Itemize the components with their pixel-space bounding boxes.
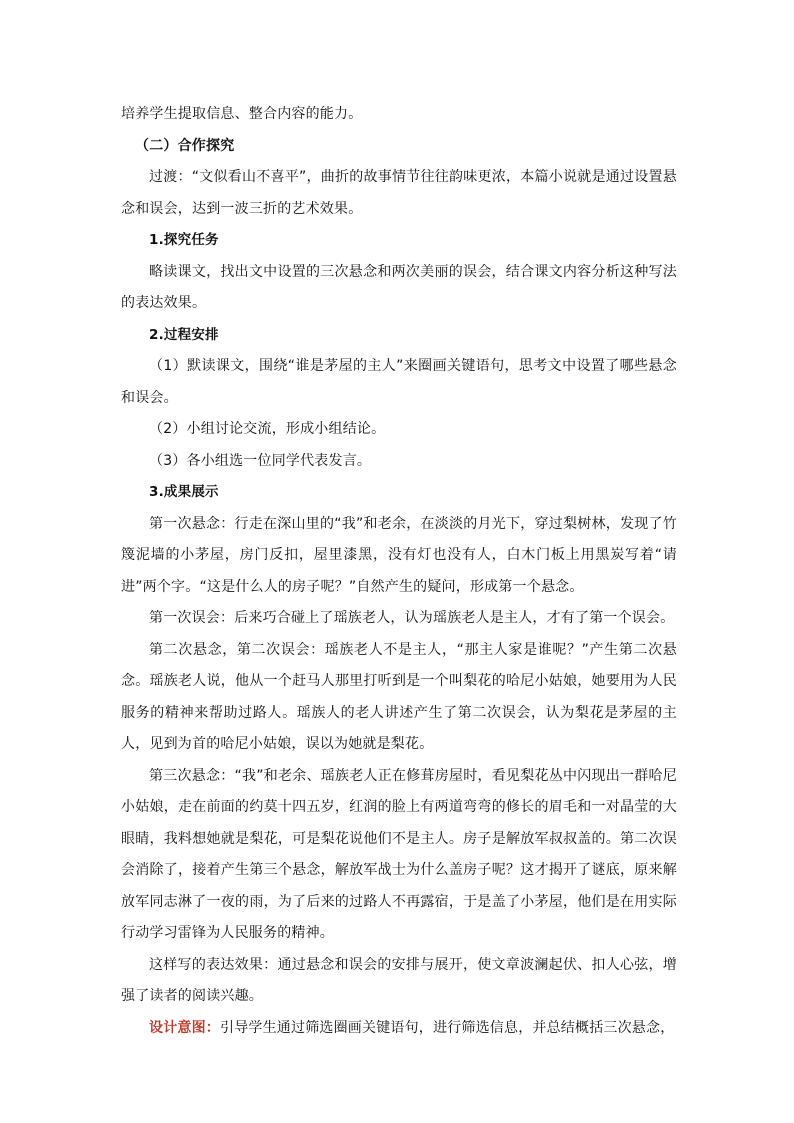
document-body	[121, 99, 677, 1044]
section-heading: （二）合作探究	[135, 137, 235, 154]
paragraph-misunderstanding-1: 第一次误会：后来巧合碰上了瑶族老人，认为瑶族老人是主人，才有了第一个误会。	[149, 610, 675, 626]
heading-process: 2.过程安排	[149, 326, 219, 343]
heading-task: 1.探究任务	[149, 232, 219, 248]
paragraph-step-1: （1）默读课文，围绕“谁是茅屋的主人”来圈画关键语句，思考文中设置了哪些悬念和误会。	[121, 358, 677, 406]
paragraph-step-2: （2）小组讨论交流，形成小组结论。	[149, 421, 386, 437]
paragraph-ability: 培养学生提取信息、整合内容的能力。	[121, 106, 363, 122]
paragraph-task: 略读课文，找出文中设置的三次悬念和两次美丽的误会，结合课文内容分析这种写法的表达效果。	[121, 263, 677, 311]
paragraph-design-intent	[121, 1013, 677, 1045]
paragraph-effect: 这样写的表达效果：通过悬念和误会的安排与展开，使文章波澜起伏、扣人心弦，增强了读者的阅读兴趣。	[121, 956, 677, 1004]
paragraph-suspense-2: 第二次悬念，第二次误会：瑶族老人不是主人，“那主人家是谁呢？”产生第二次悬念。瑶族老人说，他从一个赶马人那里打听到是一个叫梨花的哈尼小姑娘，她要用为人民服务的精神来帮助过路人。瑶族人的老人讲述产生了第二次误会，认为梨花是茅屋的主人，见到为首的哈尼小姑娘，误以为她就是梨花。	[121, 641, 677, 752]
design-intent-text: 引导学生通过筛选圈画关键语句，进行筛选信息，并总结概括三次悬念，	[220, 1019, 675, 1036]
paragraph-transition: 过渡：“文似看山不喜平”，曲折的故事情节往往韵味更浓，本篇小说就是通过设置悬念和误会，达到一波三折的艺术效果。	[121, 169, 677, 217]
paragraph-step-3: （3）各小组选一位同学代表发言。	[149, 452, 372, 469]
design-intent-label: 设计意图：	[149, 1019, 220, 1036]
paragraph-suspense-3: 第三次悬念：“我”和老余、瑶族老人正在修葺房屋时，看见梨花丛中闪现出一群哈尼小姑娘，走在前面的约莫十四五岁，红润的脸上有两道弯弯的修长的眉毛和一对晶莹的大眼睛，我料想她就是梨花，可是梨花说他们不是主人。房子是解放军叔叔盖的。第二次误会消除了，接着产生第三个悬念，解放军战士为什么盖房子呢？这才揭开了谜底，原来解放军同志淋了一夜的雨，为了后来的过路人不再露宿，于是盖了小茅屋，他们是在用实际行动学习雷锋为人民服务的精神。	[121, 767, 677, 941]
paragraph-suspense-1: 第一次悬念：行走在深山里的“我”和老余，在淡淡的月光下，穿过梨树林，发现了竹篾泥墙的小茅屋，房门反扣，屋里漆黑，没有灯也没有人，白木门板上用黑炭写着“请进”两个字。“这是什么人的房子呢？”自然产生的疑问，形成第一个悬念。	[121, 515, 677, 595]
heading-results: 3.成果展示	[149, 484, 219, 500]
